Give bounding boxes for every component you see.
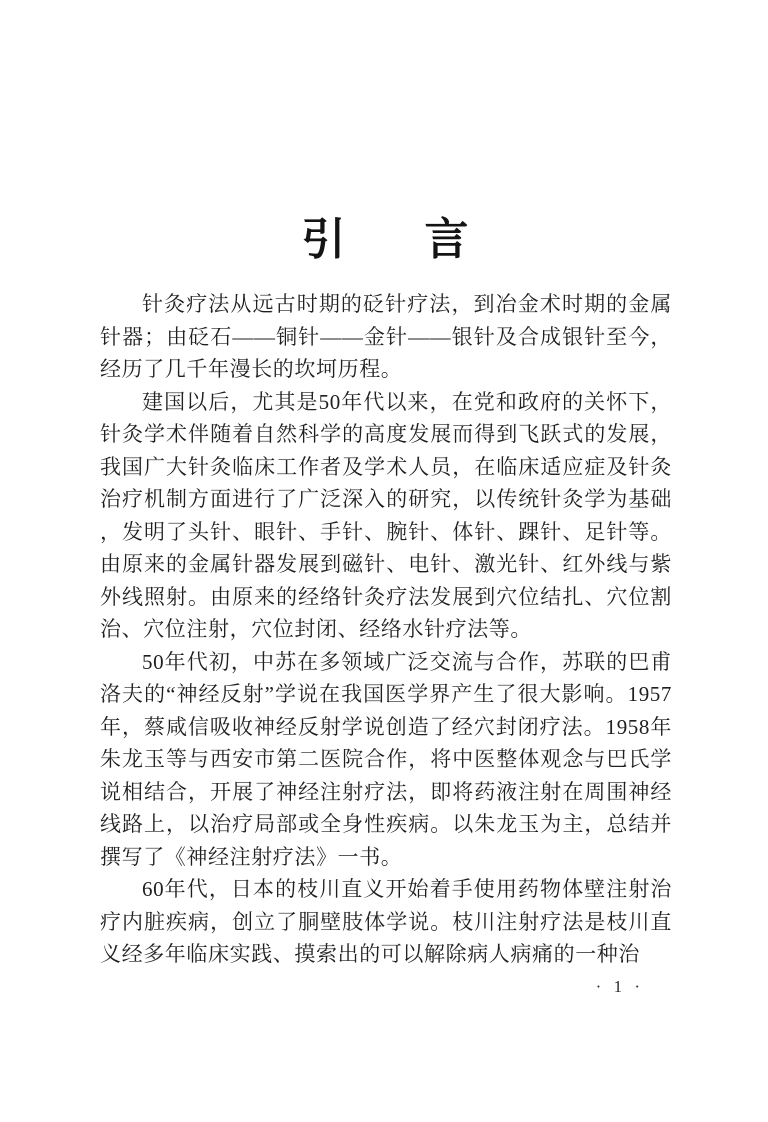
- paragraph-4: 60年代，日本的枝川直义开始着手使用药物体壁注射治疗内脏疾病，创立了胴壁肢体学说。枝川注射疗法是枝川直义经多年临床实践、摸索出的可以解除病人病痛的一种治: [100, 877, 672, 966]
- paragraph-3: 50年代初，中苏在多领域广泛交流与合作，苏联的巴甫洛夫的“神经反射”学说在我国医学界产生了很大影响。1957年，蔡咸信吸收神经反射学说创造了经穴封闭疗法。1958年朱龙玉等与西安市第二医院合作，将中医整体观念与巴氏学说相结合，开展了神经注射疗法，即将药液注射在周围神经线路上，以治疗局部或全身性疾病。以朱龙玉为主，总结并撰写了《神经注射疗法》一书。: [100, 649, 672, 869]
- paragraph-2: 建国以后，尤其是50年代以来，在党和政府的关怀下，针灸学术伴随着自然科学的高度发展而得到飞跃式的发展，我国广大针灸临床工作者及学术人员，在临床适应症及针灸治疗机制方面进行了广泛深入的研究，以传统针灸学为基础，发明了头针、眼针、手针、腕针、体针、踝针、足针等。由原来的金属针器发展到磁针、电针、激光针、红外线与紫外线照射。由原来的经络针灸疗法发展到穴位结扎、穴位割治、穴位注射，穴位封闭、经络水针疗法等。: [100, 389, 672, 641]
- page-title-char-2: 言: [424, 215, 469, 264]
- page-title-char-1: 引: [301, 215, 346, 264]
- page-number: · 1 ·: [595, 977, 644, 996]
- paragraph-1: 针灸疗法从远古时期的砭针疗法，到冶金术时期的金属针器；由砭石——铜针——金针——银针及合成银针至今，经历了几千年漫长的坎坷历程。: [100, 292, 672, 381]
- body-text: [100, 288, 672, 971]
- page-title: [100, 214, 670, 266]
